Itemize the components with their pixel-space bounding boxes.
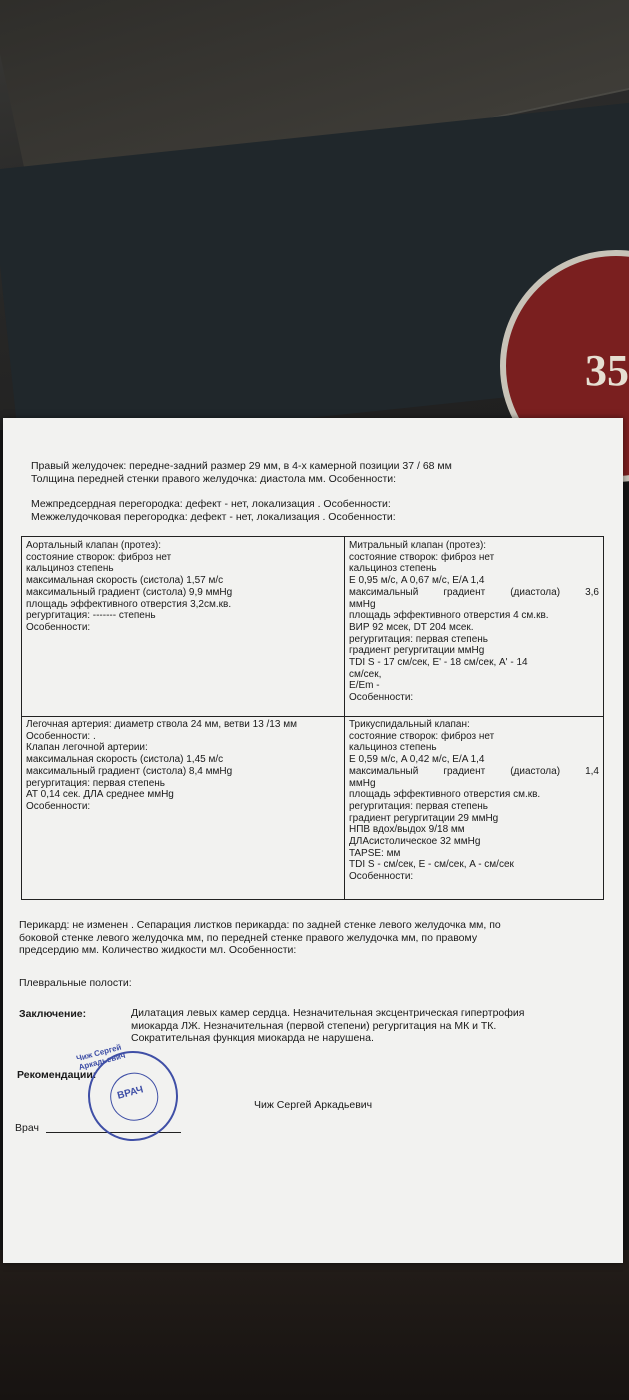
aortic-gradient-unit: Hg (219, 586, 233, 598)
pericardium-line-2: боковой стенке левого желудочка мм, по передней стенке правого желудочка мм, по правому (19, 931, 478, 944)
mitral-gradient-unit: ммHg (349, 598, 376, 610)
aortic-title: Аортальный клапан (протез): (26, 540, 162, 551)
tricuspid-regurgitation: регургитация: первая степень (349, 800, 488, 812)
aortic-calcinosis: кальциноз степень (26, 563, 114, 575)
pulmonary-notes-2: Особенности: (26, 800, 91, 812)
pulmonary-max-gradient: максимальный градиент (систола) 8,4 ммHg (26, 765, 233, 777)
ventricular-septum: Межжелудочковая перегородка: дефект - нет, локализация . Особенности: (31, 511, 396, 523)
tricuspid-gradient-word-3: (диастола) (510, 765, 561, 777)
pulmonary-regurgitation: регургитация: первая степень (26, 777, 165, 789)
pulmonary-max-velocity: максимальная скорость (систола) 1,45 м/с (26, 754, 224, 766)
mitral-notes: Особенности: (349, 692, 414, 704)
conclusion-text (131, 1007, 591, 1045)
aortic-regurgitation: регургитация: ------- степень (26, 610, 156, 622)
mitral-ea: E 0,95 м/с, A 0,67 м/с, E/A 1,4 (349, 575, 485, 587)
tricuspid-ea: E 0,59 м/с, A 0,42 м/с, E/A 1,4 (349, 754, 485, 766)
pericardium-paragraph (19, 919, 589, 957)
stamp-ring-text: Чиж Сергей Аркадьевич (75, 1042, 127, 1072)
tricuspid-title: Трикуспидальный клапан: (349, 719, 470, 730)
tricuspid-regurgitation-gradient: градиент регургитации 29 ммHg (349, 812, 499, 824)
tricuspid-orifice-area: площадь эффективного отверстия см.кв. (349, 789, 541, 801)
mitral-calcinosis: кальциноз степень (349, 563, 437, 575)
conclusion-line-1: Дилатация левых камер сердца. Незначительная эксцентрическая гипертрофия (131, 1007, 525, 1019)
atrial-septum: Межпредсердная перегородка: дефект - нет, локализация . Особенности: (31, 498, 391, 510)
right-ventricle-line-1: Правый желудочек: передне-задний размер 29 мм, в 4-х камерной позиции 37 / 68 мм (31, 460, 452, 472)
doctor-stamp (75, 1041, 188, 1151)
recommendations-label: Рекомендации: (17, 1069, 97, 1081)
mitral-e-em: E/Em - (349, 680, 380, 692)
mitral-tdi-unit: см/сек, (349, 668, 382, 680)
aortic-orifice-area: площадь эффективного отверстия 3,2см.кв. (26, 598, 232, 610)
tricuspid-gradient-value: 1,4 (585, 765, 599, 777)
stamp-center-text: ВРАЧ (116, 1084, 145, 1102)
mitral-gradient-value: 3,6 (585, 586, 599, 598)
mitral-title: Митральный клапан (протез): (349, 540, 487, 551)
pulmonary-at: AT 0,14 сек. ДЛА среднее ммHg (26, 789, 174, 801)
doctor-label: Врач (15, 1122, 39, 1134)
conclusion-line-3: Сократительная функция миокарда не нарушена. (131, 1032, 374, 1044)
mitral-orifice-area: площадь эффективного отверстия 4 см.кв. (349, 610, 549, 622)
tricuspid-max-gradient (349, 766, 599, 778)
doctor-name: Чиж Сергей Аркадьевич (254, 1099, 373, 1111)
mitral-ivrt-dt: ВИР 92 мсек, DT 204 мсек. (349, 621, 474, 633)
pericardium-line-3: предсердию мм. Количество жидкости мл. Особенности: (19, 944, 297, 956)
mitral-tdi: TDI S - 17 см/сек, E' - 18 см/сек, A' - 14 (349, 657, 528, 669)
tricuspid-calcinosis: кальциноз степень (349, 742, 437, 754)
aortic-max-gradient (26, 587, 340, 599)
valves-table (21, 536, 604, 900)
table-divider-horizontal (22, 716, 603, 717)
pleural-cavities: Плевральные полости: (19, 977, 132, 989)
pulmonary-artery-cell (26, 719, 340, 813)
tricuspid-pasp: ДЛАсистолическое 32 ммHg (349, 836, 481, 848)
tricuspid-valve-cell (349, 719, 599, 883)
mitral-gradient-word-1: максимальный (349, 586, 419, 598)
tricuspid-notes: Особенности: (349, 871, 414, 883)
tricuspid-gradient-word-1: максимальный (349, 765, 419, 777)
tricuspid-ivc: НПВ вдох/выдох 9/18 мм (349, 824, 465, 836)
tricuspid-gradient-word-2: градиент (443, 765, 486, 777)
mitral-max-gradient (349, 587, 599, 599)
conclusion-label: Заключение: (19, 1008, 87, 1020)
right-ventricle-line-2: Толщина передней стенки правого желудочка: диастола мм. Особенности: (31, 473, 397, 485)
pulmonary-title: Легочная артерия: диаметр ствола 24 мм, ветви 13 /13 мм (26, 719, 297, 730)
aortic-leaflets: состояние створок: фиброз нет (26, 551, 172, 563)
mitral-valve-cell (349, 540, 599, 704)
aortic-max-velocity: максимальная скорость (систола) 1,57 м/с (26, 575, 224, 587)
mitral-leaflets: состояние створок: фиброз нет (349, 551, 495, 563)
conclusion-line-2: миокарда ЛЖ. Незначительная (первой степени) регургитация на МК и ТК. (131, 1019, 497, 1032)
mitral-gradient-word-3: (диастола) (510, 586, 561, 598)
mitral-gradient-word-2: градиент (443, 586, 486, 598)
table-divider-vertical (344, 537, 345, 899)
aortic-gradient-value: максимальный градиент (систола) 9,9 мм (26, 586, 220, 598)
aortic-notes: Особенности: (26, 621, 91, 633)
tricuspid-tapse: TAPSE: мм (349, 847, 401, 859)
tricuspid-gradient-unit: ммHg (349, 777, 376, 789)
pericardium-line-1: Перикард: не изменен . Сепарация листков перикарда: по задней стенке левого желудочка мм, по (19, 919, 501, 931)
pulmonary-notes-1: Особенности: . (26, 730, 96, 742)
plate-text: 35 (585, 346, 629, 395)
tricuspid-leaflets: состояние створок: фиброз нет (349, 730, 495, 742)
mitral-regurgitation-gradient: градиент регургитации ммHg (349, 645, 485, 657)
echo-report-page (3, 418, 623, 1263)
pulmonary-valve-title: Клапан легочной артерии: (26, 742, 148, 754)
aortic-valve-cell (26, 540, 340, 634)
background-bottom (0, 1250, 629, 1400)
tricuspid-tdi: TDI S - см/сек, E - см/сек, A - см/сек (349, 859, 514, 871)
mitral-regurgitation: регургитация: первая степень (349, 633, 488, 645)
